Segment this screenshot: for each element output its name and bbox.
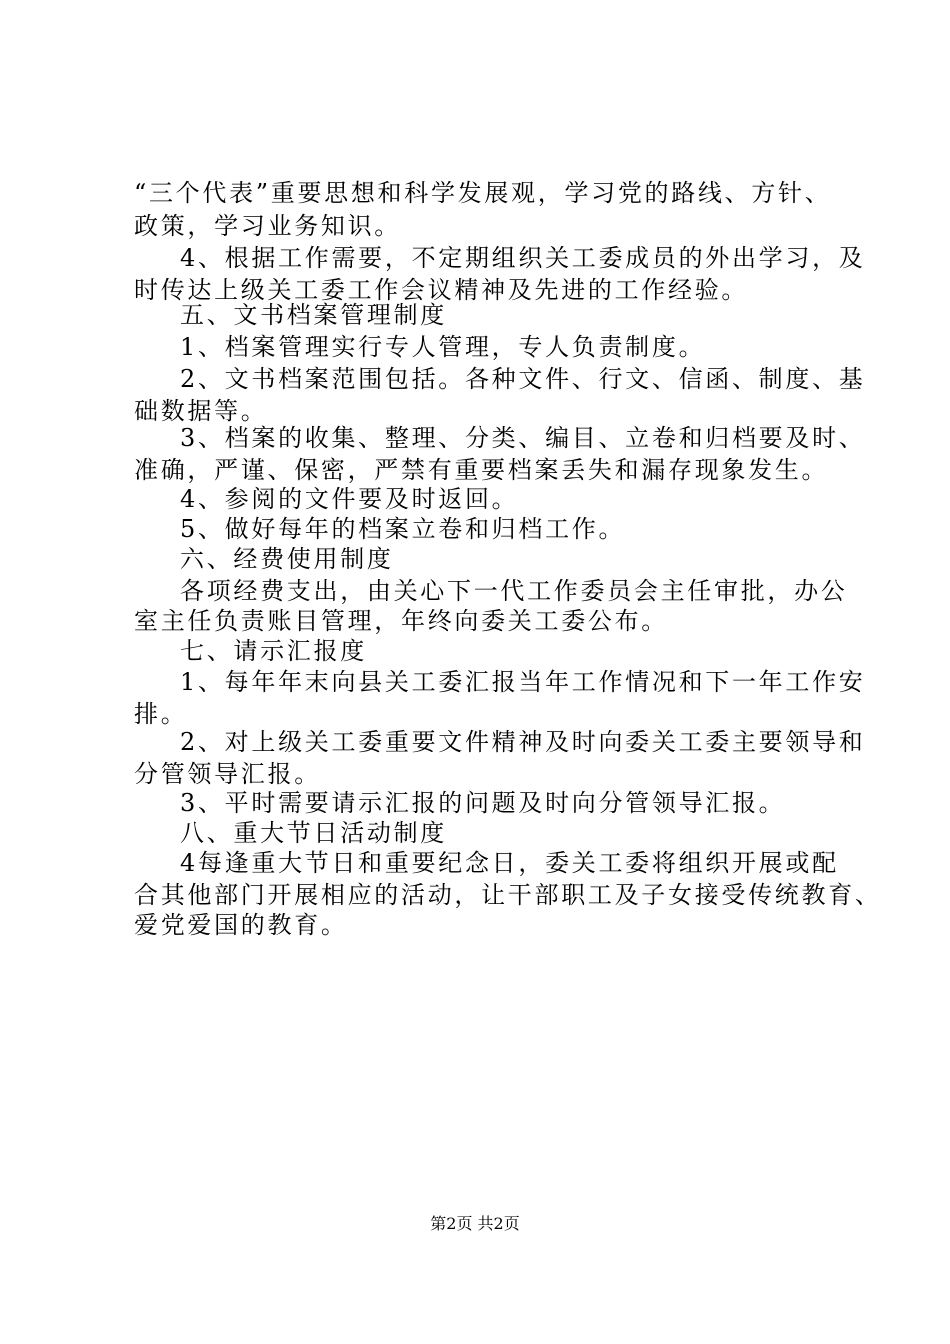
section-heading: 七、请示汇报度 — [180, 637, 367, 665]
section-heading: 八、重大节日活动制度 — [180, 819, 447, 847]
text-line: 排。 — [134, 700, 188, 728]
text-line: 4、根据工作需要，不定期组织关工委成员的外出学习，及 — [180, 244, 866, 272]
text-line: 1、档案管理实行专人管理，专人负责制度。 — [180, 333, 706, 361]
page-footer — [0, 1213, 950, 1235]
text-line: 5、做好每年的档案立卷和归档工作。 — [180, 515, 626, 543]
text-line: 3、平时需要请示汇报的问题及时向分管领导汇报。 — [180, 789, 786, 817]
text-line: 2、文书档案范围包括。各种文件、行文、信函、制度、基 — [180, 365, 866, 393]
text-line: 各项经费支出，由关心下一代工作委员会主任审批，办公 — [180, 577, 848, 605]
text-line: “三个代表”重要思想和科学发展观，学习党的路线、方针、 — [134, 179, 832, 207]
text-line: 4每逢重大节日和重要纪念日，委关工委将组织开展或配 — [180, 849, 839, 877]
text-line: 2、对上级关工委重要文件精神及时向委关工委主要领导和 — [180, 728, 866, 756]
section-heading: 五、文书档案管理制度 — [180, 301, 447, 329]
text-line: 时传达上级关工委工作会议精神及先进的工作经验。 — [134, 276, 749, 304]
page-number-label: 第2页 共2页 — [430, 1214, 520, 1233]
text-line: 合其他部门开展相应的活动，让干部职工及子女接受传统教育、 — [134, 881, 882, 909]
text-line: 准确，严谨、保密，严禁有重要档案丢失和漏存现象发生。 — [134, 456, 829, 484]
text-line: 爱党爱国的教育。 — [134, 911, 348, 939]
text-line: 础数据等。 — [134, 397, 268, 425]
text-line: 3、档案的收集、整理、分类、编目、立卷和归档要及时、 — [180, 424, 866, 452]
text-line: 分管领导汇报。 — [134, 760, 321, 788]
text-line: 室主任负责账目管理，年终向委关工委公布。 — [134, 607, 668, 635]
text-line: 政策，学习业务知识。 — [134, 212, 401, 240]
text-line: 4、参阅的文件要及时返回。 — [180, 485, 519, 513]
section-heading: 六、经费使用制度 — [180, 545, 394, 573]
text-line: 1、每年年末向县关工委汇报当年工作情况和下一年工作安 — [180, 668, 866, 696]
